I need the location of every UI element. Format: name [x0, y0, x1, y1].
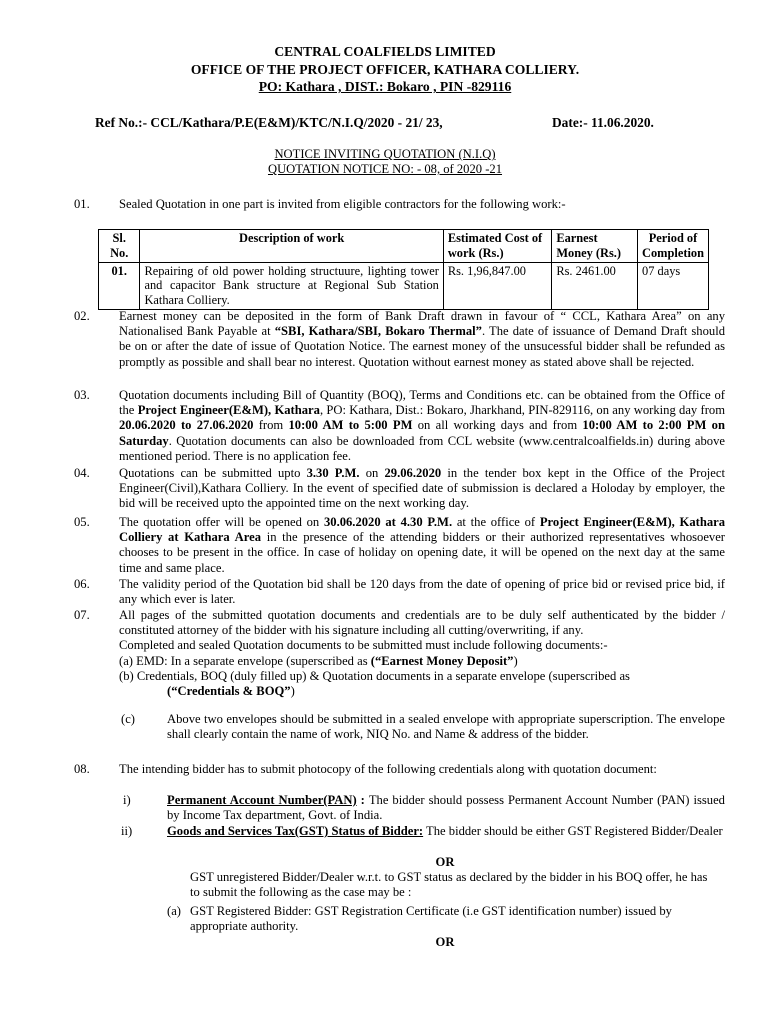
address: PO: Kathara , DIST.: Bokaro , PIN -829116: [258, 79, 512, 94]
text-bold: 10:00 AM to 2:00 PM on Saturday: [119, 418, 725, 448]
col-header-sl: Sl. No.: [99, 230, 140, 263]
text: The bidder should be either GST Registered Bidder/Dealer: [423, 824, 723, 838]
text-bold: (“Credentials & BOQ”: [167, 684, 291, 699]
gst-registered-text: GST Registered Bidder: GST Registration Certificate (i.e GST identification number) issued by appropriate authority.: [190, 904, 672, 934]
sub-item-label: (a): [167, 904, 181, 918]
text: in the presence of the attending bidders or their authorized representatives whosoever chooses to be present in the office. In case of holiday on opening date, it will be opened on the next day at the same time and same place.: [119, 530, 725, 575]
text-bold: 20.06.2020 to 27.06.2020: [119, 418, 254, 433]
text: , PO: Kathara, Dist.: Bokaro, Jharkhand, PIN-829116, on any working day from: [319, 403, 725, 418]
emd-envelope-line: [119, 654, 725, 669]
table-header-row: [99, 230, 709, 263]
credentials-envelope-line: (b) Credentials, BOQ (duly filled up) & Quotation documents in a separate envelope (superscribed as: [119, 668, 630, 683]
clause-number: 02.: [74, 309, 90, 323]
clause-number: 05.: [74, 515, 90, 529]
text: (a) EMD: In a separate envelope (superscribed as: [119, 653, 371, 668]
works-table: [98, 229, 709, 310]
clause-04: [119, 466, 725, 512]
text: from: [253, 418, 289, 433]
clause-07-text: Completed and sealed Quotation documents to be submitted must include following documents:-: [119, 638, 608, 653]
clause-number: 08.: [74, 762, 90, 776]
gst-requirement: [167, 824, 725, 839]
clause-01: Sealed Quotation in one part is invited from eligible contractors for the following work:-: [119, 197, 566, 211]
text-bold: 10:00 AM to 5:00 PM: [288, 418, 413, 433]
clause-number: 04.: [74, 466, 90, 480]
office-name: OFFICE OF THE PROJECT OFFICER, KATHARA COLLIERY.: [190, 62, 580, 77]
text: on: [359, 466, 385, 480]
org-name: CENTRAL COALFIELDS LIMITED: [274, 44, 496, 59]
cell-cost: Rs. 1,96,847.00: [443, 262, 551, 309]
col-header-emd: Earnest Money (Rs.): [552, 230, 638, 263]
text: The bidder should possess Permanent Account Number (PAN) issued by Income Tax department, Govt. of India.: [167, 793, 725, 823]
cell-description: Repairing of old power holding structuure, lighting tower and capacitor Bank structure at Regional Sub Station Kathara Colliery.: [140, 262, 443, 309]
sealed-envelope-text: Above two envelopes should be submitted in a sealed envelope with appropriate superscription. The envelope shall clearly contain the name of work, NIQ No. and Name & address of the bidder.: [167, 712, 725, 742]
text-bold: Goods and Services Tax(GST) Status of Bidder:: [167, 824, 424, 838]
text-bold: :: [356, 793, 369, 807]
clause-06: The validity period of the Quotation bid shall be 120 days from the date of opening of price bid or revised price bid, if any which ever is later.: [119, 577, 725, 607]
clause-number: 07.: [74, 608, 90, 622]
or-separator: OR: [435, 855, 455, 869]
text-bold: 30.06.2020 at 4.30 P.M.: [323, 515, 453, 529]
clause-05: [119, 515, 725, 576]
clause-number: 06.: [74, 577, 90, 591]
text: on all working days and from: [412, 418, 583, 433]
table-row: [99, 262, 709, 309]
credentials-superscription: [119, 684, 725, 699]
address-line: [0, 78, 770, 95]
text: Earnest money can be deposited in the form of Bank Draft drawn in favour of “ CCL, Kathara Area” on any Nationalised Bank Payable at: [119, 309, 725, 339]
or-separator: OR: [435, 935, 455, 949]
notice-number-line: [0, 162, 770, 177]
cell-period: 07 days: [638, 262, 709, 309]
clause-number: 01.: [74, 197, 90, 211]
text: ): [513, 653, 518, 668]
col-header-period: Period of Completion: [638, 230, 709, 263]
text: at the office of: [452, 515, 540, 529]
notice-number: QUOTATION NOTICE NO: - 08, of 2020 -21: [267, 162, 503, 176]
text-bold: (“Earnest Money Deposit”: [370, 653, 514, 668]
clause-02: [119, 309, 725, 370]
cell-sl: 01.: [99, 262, 140, 309]
text: Quotation documents including Bill of Quantity (BOQ), Terms and Conditions etc. can be obtained from the Office of the: [119, 388, 725, 418]
notice-title-line: [0, 147, 770, 162]
cell-emd: Rs. 2461.00: [552, 262, 638, 309]
text-bold: Permanent Account Number(PAN): [167, 793, 357, 807]
text: ): [290, 684, 295, 699]
clause-07-text: All pages of the submitted quotation documents and credentials are to be duly self authenticated by the bidder / constituted attorney of the bidder with his signature including all cutting/overwriting, if any.: [119, 608, 725, 638]
text-bold: “SBI, Kathara/SBI, Bokaro Thermal”: [274, 324, 482, 339]
text-bold: 29.06.2020: [384, 466, 442, 480]
col-header-description: Description of work: [140, 230, 443, 263]
col-header-cost: Estimated Cost of work (Rs.): [443, 230, 551, 263]
text: . Quotation documents can also be downloaded from CCL website (www.centralcoalfields.in) during above mentioned period. There is no application fee.: [119, 433, 725, 463]
text: . The date of issuance of Demand Draft should be on or after the date of issue of Quotation Notice. The earnest money of the unsucessful bidder shall be refunded as promptly as possible and shall bear no interest. Quotation without earnest money as stated above shall be rejected.: [119, 324, 725, 369]
text: Quotations can be submitted upto: [119, 466, 307, 480]
gst-unregistered-text: GST unregistered Bidder/Dealer w.r.t. to GST status as declared by the bidder in his BOQ offer, he has to submit the following as the case may be :: [190, 870, 708, 900]
text: The quotation offer will be opened on: [119, 515, 324, 529]
ref-number: Ref No.:- CCL/Kathara/P.E(E&M)/KTC/N.I.Q/2020 - 21/ 23,: [95, 115, 443, 130]
notice-date: Date:- 11.06.2020.: [552, 115, 654, 130]
clause-08-intro: The intending bidder has to submit photocopy of the following credentials along with quotation document:: [119, 762, 657, 776]
clause-03: [119, 388, 725, 464]
pan-requirement: [167, 793, 725, 823]
text-bold: Project Engineer(E&M), Kathara: [137, 403, 320, 418]
sub-item-label: i): [123, 793, 131, 807]
clause-number: 03.: [74, 388, 90, 402]
text-bold: Project Engineer(E&M), Kathara Colliery at Kathara Area: [119, 515, 726, 545]
notice-title: NOTICE INVITING QUOTATION (N.I.Q): [274, 147, 496, 161]
clause-07: [119, 608, 725, 699]
text-bold: 3.30 P.M.: [306, 466, 360, 480]
sub-item-label: (c): [121, 712, 135, 726]
text: in the tender box kept in the Office of the Project Engineer(Civil),Kathara Colliery. In the event of specified date of submission is declared a Holoday by employer, the bid will be received upto the appointed time on the next working day.: [119, 466, 725, 511]
sub-item-label: ii): [121, 824, 133, 838]
